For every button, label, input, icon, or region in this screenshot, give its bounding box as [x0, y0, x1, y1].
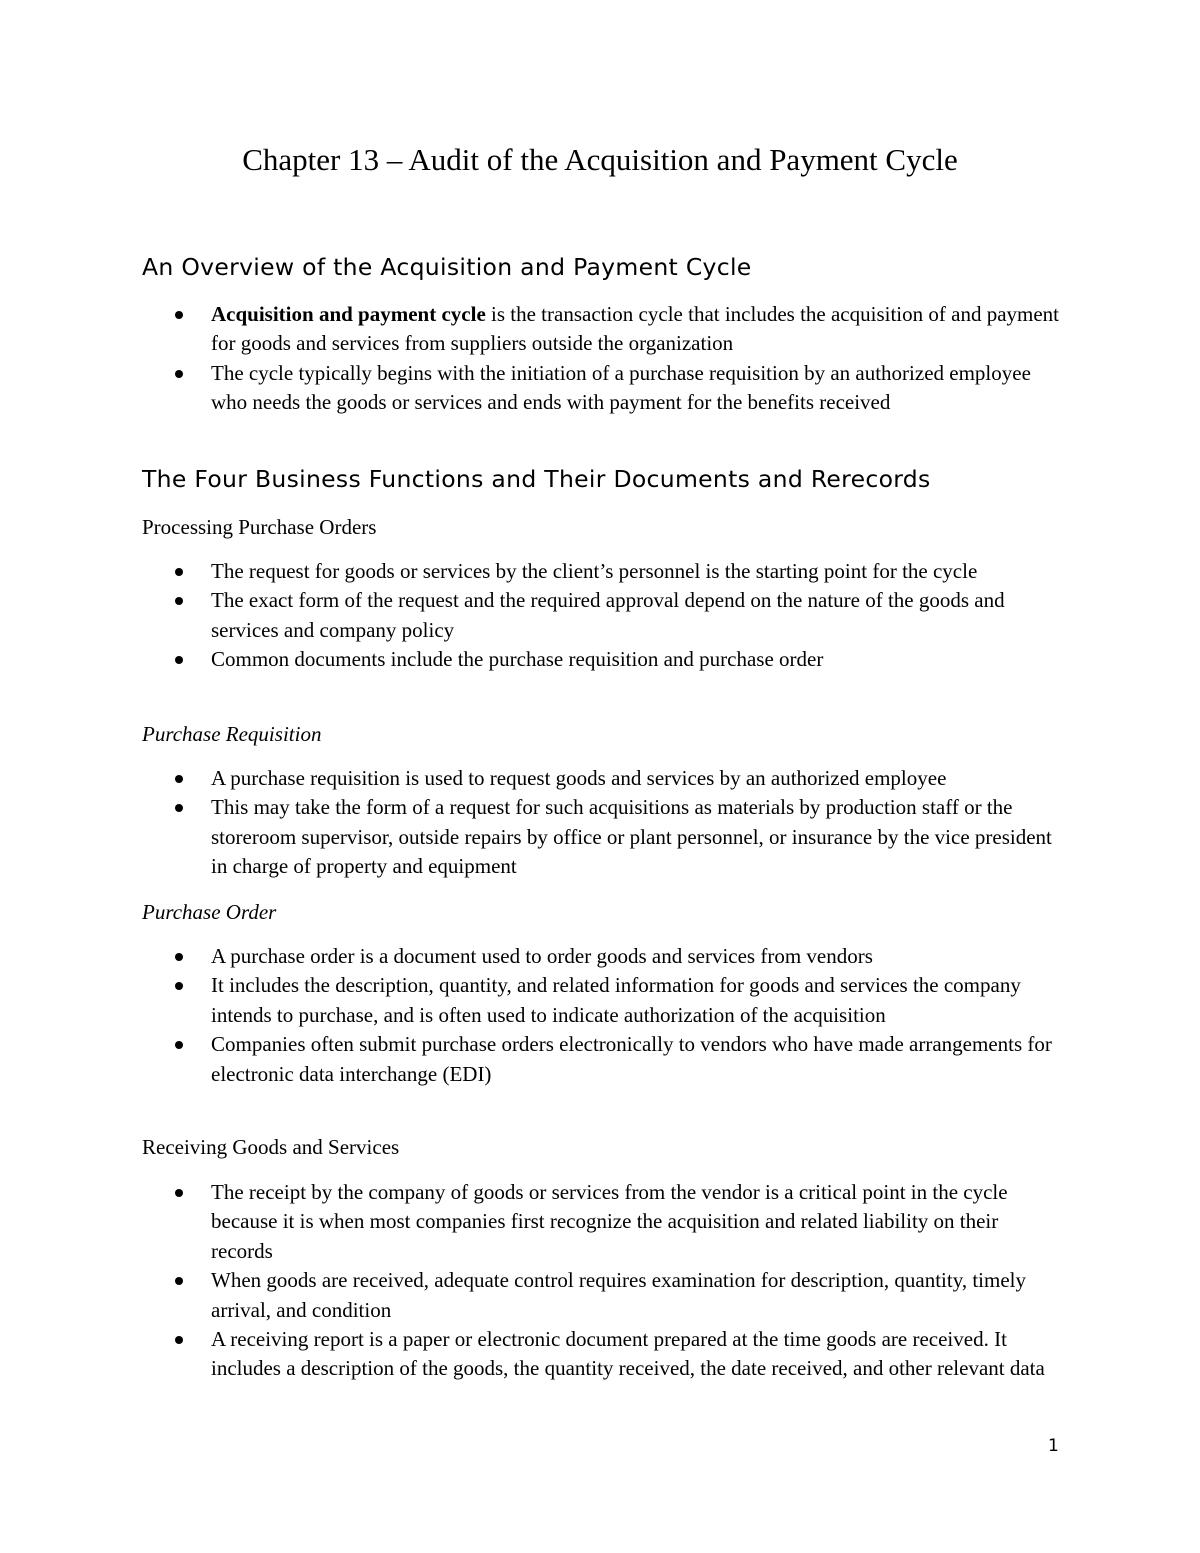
bullet-icon	[175, 1189, 183, 1197]
bullet-text: It includes the description, quantity, and related information for goods and services the company intends to purchase, and is often used to indicate authorization of the acquisition	[211, 973, 1021, 1027]
processing-subheading: Processing Purchase Orders	[142, 515, 377, 539]
term-bold: Acquisition and payment cycle	[211, 302, 486, 326]
requisition-bullet-list	[0, 764, 1200, 882]
bullet-icon	[175, 656, 183, 664]
requisition-subheading: Purchase Requisition	[142, 722, 322, 746]
overview-bullet-list	[0, 300, 1200, 418]
purchase-order-bullet-list	[0, 942, 1200, 1089]
bullet-text: The request for goods or services by the client’s personnel is the starting point for the cycle	[211, 559, 978, 583]
purchase-order-subheading: Purchase Order	[142, 900, 277, 924]
bullet-icon	[175, 597, 183, 605]
functions-heading: The Four Business Functions and Their Documents and Rerecords	[142, 465, 931, 493]
page-title: Chapter 13 – Audit of the Acquisition and Payment Cycle	[242, 142, 958, 177]
bullet-icon	[175, 982, 183, 990]
list-item	[0, 1325, 1200, 1384]
list-item	[0, 359, 1200, 418]
bullet-icon	[175, 775, 183, 783]
list-item	[0, 557, 1200, 586]
bullet-text: A purchase order is a document used to order goods and services from vendors	[211, 944, 873, 968]
receiving-bullet-list	[0, 1178, 1200, 1384]
list-item	[0, 300, 1200, 359]
bullet-icon	[175, 953, 183, 961]
list-item	[0, 1266, 1200, 1325]
bullet-text: is the transaction cycle that includes the acquisition of and payment for goods and services from suppliers outside the organization	[211, 302, 1060, 356]
receiving-subheading: Receiving Goods and Services	[142, 1135, 400, 1159]
bullet-text: This may take the form of a request for such acquisitions as materials by production staff or the storeroom supervisor, outside repairs by office or plant personnel, or insurance by the vice president in charge of property and equipment	[211, 795, 1052, 879]
list-item	[0, 793, 1200, 881]
bullet-text: A purchase requisition is used to request goods and services by an authorized employee	[211, 766, 947, 790]
bullet-icon	[175, 568, 183, 576]
bullet-icon	[175, 1041, 183, 1049]
bullet-text: The cycle typically begins with the initiation of a purchase requisition by an authorized employee who needs the goods or services and ends with payment for the benefits received	[211, 360, 1031, 415]
processing-bullet-list	[0, 557, 1200, 675]
list-item	[0, 586, 1200, 645]
bullet-text: The receipt by the company of goods or services from the vendor is a critical point in the cycle because it is when most companies first recognize the acquisition and related liability on their records	[211, 1180, 1008, 1263]
list-item	[0, 942, 1200, 971]
bullet-icon	[175, 370, 183, 378]
list-item	[0, 764, 1200, 793]
bullet-icon	[175, 1336, 183, 1344]
page-number: 1	[1048, 1436, 1059, 1456]
bullet-text: When goods are received, adequate control requires examination for description, quantity, timely arrival, and condition	[211, 1268, 1027, 1322]
bullet-icon	[175, 311, 183, 319]
list-item	[0, 1178, 1200, 1266]
overview-heading: An Overview of the Acquisition and Payment Cycle	[142, 253, 752, 281]
bullet-icon	[175, 1277, 183, 1285]
bullet-text: Companies often submit purchase orders electronically to vendors who have made arrangements for electronic data interchange (EDI)	[211, 1032, 1052, 1086]
list-item	[0, 645, 1200, 674]
bullet-icon	[175, 804, 183, 812]
bullet-text: Common documents include the purchase requisition and purchase order	[211, 647, 824, 672]
list-item	[0, 1030, 1200, 1089]
bullet-text: The exact form of the request and the required approval depend on the nature of the goods and services and company policy	[211, 588, 1005, 642]
bullet-text: A receiving report is a paper or electronic document prepared at the time goods are received. It includes a description of the goods, the quantity received, the date received, and other relevant data	[211, 1327, 1045, 1381]
list-item	[0, 971, 1200, 1030]
